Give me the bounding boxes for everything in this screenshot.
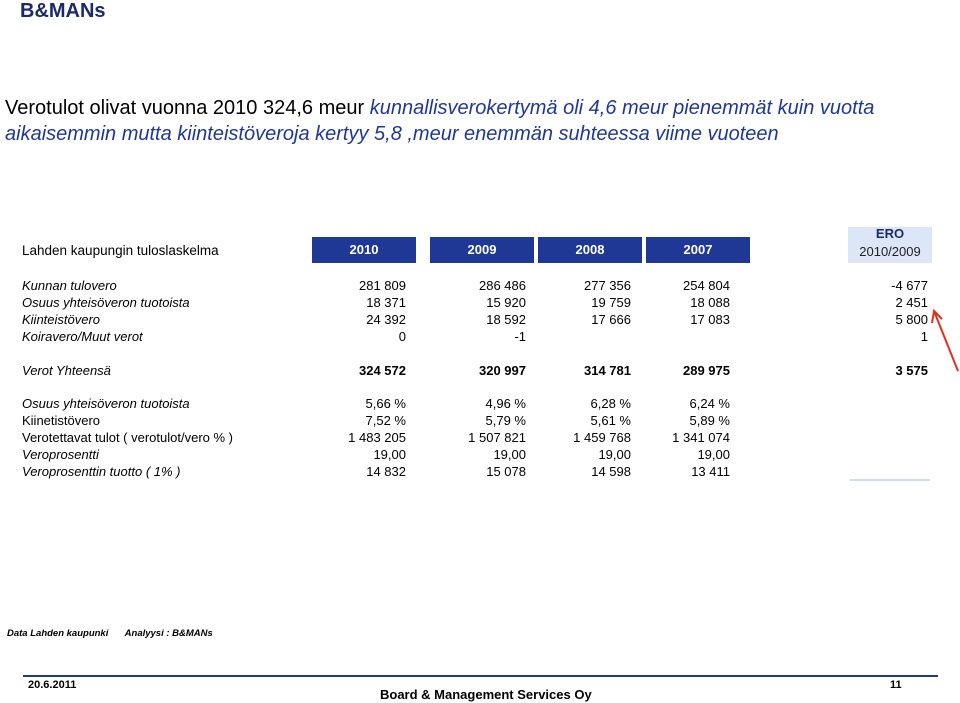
cell: 324 572	[359, 363, 406, 378]
table-row	[0, 464, 960, 481]
table-label: Lahden kaupungin tuloslaskelma	[22, 243, 219, 258]
table-row	[0, 329, 960, 346]
cell: 14 598	[591, 464, 631, 479]
brand-logo: B&MANs	[20, 0, 106, 22]
cell: 254 804	[683, 278, 730, 293]
source-note	[7, 628, 227, 639]
cell: 277 356	[584, 278, 631, 293]
cell: 18 371	[366, 295, 406, 310]
cell: 17 083	[690, 312, 730, 327]
cell: 281 809	[359, 278, 406, 293]
table-row	[0, 430, 960, 447]
cell: 5,79 %	[485, 413, 526, 428]
ero-cell: 3 575	[895, 363, 928, 378]
cell: 5,89 %	[689, 413, 730, 428]
row-label: Osuus yhteisöveron tuotoista	[22, 396, 190, 411]
cell: 19,00	[493, 447, 526, 462]
cell: 19,00	[697, 447, 730, 462]
source-analysis: Analyysi : B&MANs	[124, 628, 213, 639]
cell: 286 486	[479, 278, 526, 293]
cell: 7,52 %	[365, 413, 406, 428]
ero-title: ERO	[875, 226, 905, 241]
cell: 0	[398, 329, 406, 344]
year-header: 2010	[312, 237, 416, 263]
cell: 6,24 %	[689, 396, 730, 411]
row-label: Kiinetistövero	[22, 413, 101, 428]
source-data: Data Lahden kaupunki	[7, 628, 109, 639]
divider	[850, 479, 930, 481]
row-label: Verotettavat tulot ( verotulot/vero % )	[22, 430, 233, 445]
row-label: Veroprosentti	[22, 447, 99, 462]
cell: -1	[514, 329, 526, 344]
cell: 19,00	[373, 447, 406, 462]
cell: 5,61 %	[590, 413, 631, 428]
ero-cell: -4 677	[891, 278, 928, 293]
cell: 6,28 %	[590, 396, 631, 411]
cell: 4,96 %	[485, 396, 526, 411]
table-row	[0, 396, 960, 413]
table-row	[0, 278, 960, 295]
cell: 314 781	[584, 363, 631, 378]
ero-cell: 5 800	[895, 312, 928, 327]
year-header: 2008	[538, 237, 642, 263]
row-label: Kunnan tulovero	[22, 278, 117, 293]
total-row	[0, 363, 960, 380]
arrow-icon	[930, 305, 960, 375]
footer-divider	[23, 675, 938, 677]
year-header: 2009	[430, 237, 534, 263]
row-label: Osuus yhteisöveron tuotoista	[22, 295, 190, 310]
row-label: Kiinteistövero	[22, 312, 101, 327]
table-row	[0, 447, 960, 464]
cell: 14 832	[366, 464, 406, 479]
ero-cell: 1	[920, 329, 928, 344]
cell: 15 078	[486, 464, 526, 479]
ero-subtitle: 2010/2009	[859, 244, 921, 259]
year-header: 2007	[646, 237, 750, 263]
cell: 1 459 768	[573, 430, 631, 445]
cell: 18 088	[690, 295, 730, 310]
cell: 1 483 205	[348, 430, 406, 445]
cell: 15 920	[486, 295, 526, 310]
ero-cell: 2 451	[895, 295, 928, 310]
cell: 320 997	[479, 363, 526, 378]
cell: 18 592	[486, 312, 526, 327]
table-row	[0, 295, 960, 312]
cell: 13 411	[691, 464, 730, 479]
row-label: Verot Yhteensä	[22, 363, 111, 378]
row-label: Koiravero/Muut verot	[22, 329, 143, 344]
cell: 289 975	[683, 363, 730, 378]
cell: 1 341 074	[672, 430, 730, 445]
cell: 19,00	[598, 447, 631, 462]
cell: 24 392	[366, 312, 406, 327]
slide-title	[5, 95, 955, 147]
cell: 17 666	[591, 312, 631, 327]
page-number: 11	[890, 679, 902, 691]
title-lead: Verotulot olivat vuonna 2010 324,6 meur	[5, 97, 365, 119]
cell: 19 759	[591, 295, 631, 310]
footer-company: Board & Management Services Oy	[380, 687, 592, 702]
footer-date: 20.6.2011	[28, 679, 77, 691]
cell: 1 507 821	[468, 430, 526, 445]
title-emphasis: kunnallisverokertymä oli 4,6 meur pienemmät kuin vuotta aikaisemmin mutta kiinteistöveroja kertyy 5,8 ,meur enemmän suhteessa viime vuoteen	[5, 97, 875, 145]
row-label: Veroprosenttin tuotto ( 1% )	[22, 464, 181, 479]
cell: 5,66 %	[365, 396, 406, 411]
table-row	[0, 312, 960, 329]
table-row	[0, 413, 960, 430]
